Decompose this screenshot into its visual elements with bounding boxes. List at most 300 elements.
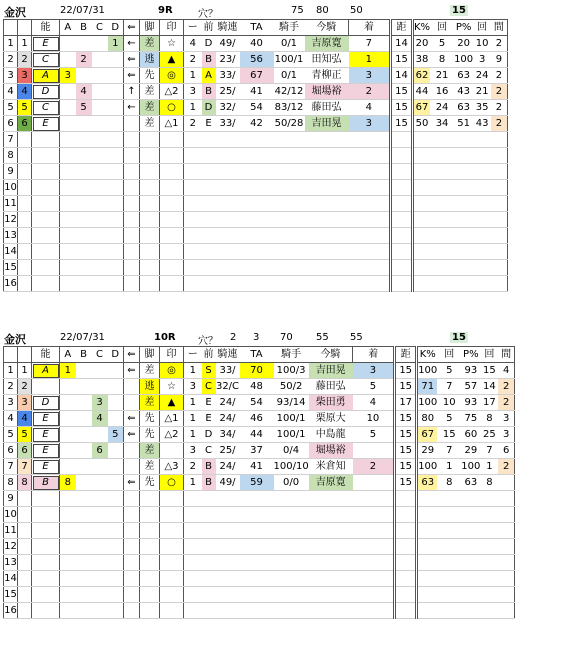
column-header: 脚 bbox=[140, 347, 160, 363]
empty-cell bbox=[274, 491, 309, 507]
rank-number: 2 bbox=[184, 116, 202, 132]
p-percent: 57 bbox=[461, 379, 480, 395]
col-c bbox=[92, 459, 108, 475]
running-style: 差 bbox=[140, 36, 160, 52]
ta-value: 48 bbox=[240, 379, 274, 395]
finish-position: 10 bbox=[353, 411, 395, 427]
empty-cell bbox=[92, 164, 108, 180]
gate-number: 3 bbox=[18, 68, 32, 84]
empty-cell bbox=[240, 587, 274, 603]
count-2: 10 bbox=[473, 36, 491, 52]
empty-cell bbox=[92, 132, 108, 148]
col-a bbox=[60, 443, 76, 459]
row-number: 4 bbox=[4, 411, 18, 427]
count-2: 1 bbox=[480, 459, 498, 475]
empty-cell bbox=[32, 571, 60, 587]
empty-cell bbox=[32, 539, 60, 555]
empty-cell bbox=[108, 196, 124, 212]
empty-cell bbox=[202, 491, 216, 507]
arrow-indicator: ← bbox=[124, 36, 140, 52]
empty-cell bbox=[274, 244, 305, 260]
front-grade: B bbox=[202, 84, 216, 100]
empty-cell bbox=[108, 212, 124, 228]
empty-cell bbox=[216, 148, 240, 164]
table-row bbox=[4, 459, 515, 475]
row-number: 7 bbox=[4, 459, 18, 475]
empty-cell bbox=[76, 196, 92, 212]
count-2: 35 bbox=[473, 100, 491, 116]
p-percent: 63 bbox=[454, 68, 473, 84]
front-grade: B bbox=[202, 52, 216, 68]
finish-position bbox=[353, 443, 395, 459]
empty-cell bbox=[216, 571, 240, 587]
empty-cell bbox=[216, 523, 240, 539]
column-header: ー bbox=[184, 20, 202, 36]
column-header: 前 bbox=[202, 20, 216, 36]
header-blank bbox=[18, 347, 32, 363]
count-1: 8 bbox=[430, 52, 454, 68]
empty-cell bbox=[349, 196, 391, 212]
empty-cell bbox=[202, 523, 216, 539]
row-number: 13 bbox=[4, 228, 18, 244]
empty-cell bbox=[413, 212, 431, 228]
count-2: 21 bbox=[473, 84, 491, 100]
empty-cell bbox=[140, 571, 160, 587]
interval: 9 bbox=[491, 52, 507, 68]
interval: 2 bbox=[491, 84, 507, 100]
ability-grade-cell bbox=[32, 443, 60, 459]
empty-cell bbox=[309, 603, 353, 619]
empty-cell bbox=[498, 571, 514, 587]
jockey-combo: 49/ bbox=[216, 475, 240, 491]
empty-cell bbox=[60, 244, 76, 260]
row-number: 5 bbox=[4, 100, 18, 116]
table-row bbox=[4, 212, 508, 228]
empty-cell bbox=[349, 260, 391, 276]
empty-cell bbox=[309, 523, 353, 539]
interval bbox=[498, 475, 514, 491]
current-jockey: 米倉知 bbox=[309, 459, 353, 475]
empty-cell bbox=[480, 523, 498, 539]
ability-grade-cell bbox=[32, 379, 60, 395]
empty-cell bbox=[216, 132, 240, 148]
column-header: 印 bbox=[160, 20, 184, 36]
col-d bbox=[108, 443, 124, 459]
empty-cell bbox=[202, 587, 216, 603]
jockey-record: 100/10 bbox=[274, 459, 309, 475]
front-grade: B bbox=[202, 475, 216, 491]
empty-cell bbox=[491, 196, 507, 212]
k-percent: 44 bbox=[413, 84, 431, 100]
empty-cell bbox=[430, 244, 454, 260]
col-d bbox=[108, 52, 124, 68]
ability-grade: E bbox=[33, 37, 59, 51]
empty-cell bbox=[430, 148, 454, 164]
interval: 2 bbox=[498, 459, 514, 475]
row-number: 11 bbox=[4, 523, 18, 539]
column-header: C bbox=[92, 20, 108, 36]
empty-cell bbox=[32, 244, 60, 260]
distance: 15 bbox=[395, 411, 417, 427]
count-1: 5 bbox=[437, 411, 461, 427]
empty-cell bbox=[491, 212, 507, 228]
count-2: 8 bbox=[480, 475, 498, 491]
row-number: 12 bbox=[4, 212, 18, 228]
col-b bbox=[76, 395, 92, 411]
empty-cell bbox=[430, 212, 454, 228]
distance: 15 bbox=[395, 443, 417, 459]
p-percent: 60 bbox=[461, 427, 480, 443]
empty-cell bbox=[473, 244, 491, 260]
jockey-record: 0/0 bbox=[274, 475, 309, 491]
empty-cell bbox=[184, 523, 202, 539]
p-percent: 20 bbox=[454, 36, 473, 52]
empty-cell bbox=[202, 132, 216, 148]
k-percent: 80 bbox=[417, 411, 438, 427]
empty-cell bbox=[391, 132, 413, 148]
empty-cell bbox=[92, 276, 108, 292]
finish-position: 2 bbox=[349, 84, 391, 100]
empty-cell bbox=[202, 603, 216, 619]
jockey-record: 100/1 bbox=[274, 427, 309, 443]
count-1: 8 bbox=[437, 475, 461, 491]
empty-cell bbox=[216, 180, 240, 196]
ability-grade-cell bbox=[32, 411, 60, 427]
row-number: 16 bbox=[4, 603, 18, 619]
col-a bbox=[60, 411, 76, 427]
empty-cell bbox=[240, 148, 274, 164]
empty-cell bbox=[124, 164, 140, 180]
ability-grade: C bbox=[33, 53, 59, 67]
gate-number bbox=[18, 164, 32, 180]
gate-number: 8 bbox=[18, 475, 32, 491]
jockey-combo: 25/ bbox=[216, 84, 240, 100]
col-c: 4 bbox=[92, 411, 108, 427]
empty-cell bbox=[349, 148, 391, 164]
prediction-mark: ☆ bbox=[160, 379, 184, 395]
prediction-mark: ○ bbox=[160, 100, 184, 116]
ta-value: 41 bbox=[240, 84, 274, 100]
table-row bbox=[4, 148, 508, 164]
empty-cell bbox=[108, 244, 124, 260]
column-header: P% bbox=[454, 20, 473, 36]
empty-cell bbox=[108, 148, 124, 164]
gate-number bbox=[18, 260, 32, 276]
empty-cell bbox=[140, 196, 160, 212]
empty-cell bbox=[60, 228, 76, 244]
empty-cell bbox=[417, 539, 438, 555]
rank-number: 2 bbox=[184, 52, 202, 68]
col-d bbox=[108, 116, 124, 132]
empty-cell bbox=[274, 180, 305, 196]
empty-cell bbox=[454, 212, 473, 228]
empty-cell bbox=[92, 212, 108, 228]
distance: 15 bbox=[395, 459, 417, 475]
current-jockey: 吉田晃 bbox=[305, 116, 349, 132]
table-row bbox=[4, 260, 508, 276]
current-jockey: 田知弘 bbox=[305, 52, 349, 68]
col-b bbox=[76, 68, 92, 84]
empty-cell bbox=[305, 196, 349, 212]
empty-cell bbox=[274, 276, 305, 292]
empty-cell bbox=[480, 491, 498, 507]
jockey-combo: 32/ bbox=[216, 100, 240, 116]
empty-cell bbox=[160, 228, 184, 244]
front-grade: S bbox=[202, 363, 216, 379]
col-num-3: 55 bbox=[350, 332, 363, 343]
column-header: 距 bbox=[391, 20, 413, 36]
running-style: 差 bbox=[140, 395, 160, 411]
gate-number: 5 bbox=[18, 427, 32, 443]
empty-cell bbox=[305, 260, 349, 276]
empty-cell bbox=[140, 555, 160, 571]
col-a bbox=[60, 52, 76, 68]
col-num-3: 50 bbox=[350, 5, 363, 16]
empty-cell bbox=[32, 555, 60, 571]
row-number: 3 bbox=[4, 68, 18, 84]
empty-cell bbox=[32, 587, 60, 603]
col-a bbox=[60, 395, 76, 411]
row-number: 2 bbox=[4, 379, 18, 395]
empty-cell bbox=[461, 523, 480, 539]
empty-cell bbox=[473, 180, 491, 196]
empty-cell bbox=[274, 228, 305, 244]
table-row bbox=[4, 427, 515, 443]
jockey-record: 0/4 bbox=[274, 443, 309, 459]
jockey-record: 100/1 bbox=[274, 411, 309, 427]
table-row bbox=[4, 379, 515, 395]
front-grade: D bbox=[202, 36, 216, 52]
column-header: 騎手 bbox=[274, 20, 305, 36]
empty-cell bbox=[184, 603, 202, 619]
empty-cell bbox=[216, 260, 240, 276]
empty-cell bbox=[309, 587, 353, 603]
empty-cell bbox=[391, 260, 413, 276]
column-header: 間 bbox=[498, 347, 514, 363]
ability-grade: E bbox=[33, 428, 59, 442]
col-c bbox=[92, 68, 108, 84]
count-1: 1 bbox=[437, 459, 461, 475]
gate-number bbox=[18, 603, 32, 619]
count-1: 16 bbox=[430, 84, 454, 100]
table-row bbox=[4, 555, 515, 571]
finish-position bbox=[353, 475, 395, 491]
empty-cell bbox=[353, 491, 395, 507]
empty-cell bbox=[184, 164, 202, 180]
table-row bbox=[4, 491, 515, 507]
empty-cell bbox=[108, 132, 124, 148]
empty-cell bbox=[395, 571, 417, 587]
row-number: 3 bbox=[4, 395, 18, 411]
ta-value: 54 bbox=[240, 100, 274, 116]
empty-cell bbox=[216, 212, 240, 228]
empty-cell bbox=[124, 587, 140, 603]
empty-cell bbox=[32, 228, 60, 244]
col-c bbox=[92, 379, 108, 395]
empty-cell bbox=[202, 164, 216, 180]
race-sheet-9R bbox=[3, 2, 569, 292]
empty-cell bbox=[108, 164, 124, 180]
gate-number: 6 bbox=[18, 116, 32, 132]
jockey-record: 42/12 bbox=[274, 84, 305, 100]
column-header: 能 bbox=[32, 20, 60, 36]
empty-cell bbox=[413, 260, 431, 276]
interval: 2 bbox=[491, 36, 507, 52]
prediction-mark: ▲ bbox=[160, 395, 184, 411]
p-percent: 75 bbox=[461, 411, 480, 427]
table-row bbox=[4, 523, 515, 539]
empty-cell bbox=[184, 180, 202, 196]
count-1: 10 bbox=[437, 395, 461, 411]
empty-cell bbox=[349, 212, 391, 228]
table-row bbox=[4, 443, 515, 459]
finish-position: 3 bbox=[353, 363, 395, 379]
race-sheet-10R bbox=[3, 329, 569, 619]
jockey-record: 50/28 bbox=[274, 116, 305, 132]
empty-cell bbox=[417, 603, 438, 619]
table-row bbox=[4, 228, 508, 244]
empty-cell bbox=[160, 587, 184, 603]
empty-cell bbox=[305, 244, 349, 260]
col-c bbox=[92, 363, 108, 379]
column-header: 着 bbox=[349, 20, 391, 36]
finish-position: 7 bbox=[349, 36, 391, 52]
col-b bbox=[76, 411, 92, 427]
table-row bbox=[4, 84, 508, 100]
col-a bbox=[60, 116, 76, 132]
jockey-record: 100/1 bbox=[274, 52, 305, 68]
ability-grade: D bbox=[33, 396, 59, 410]
empty-cell bbox=[160, 571, 184, 587]
empty-cell bbox=[76, 523, 92, 539]
empty-cell bbox=[124, 523, 140, 539]
column-header: 印 bbox=[160, 347, 184, 363]
empty-cell bbox=[274, 260, 305, 276]
empty-cell bbox=[240, 228, 274, 244]
empty-cell bbox=[32, 603, 60, 619]
prediction-mark: △3 bbox=[160, 459, 184, 475]
rank-number: 3 bbox=[184, 84, 202, 100]
empty-cell bbox=[240, 196, 274, 212]
empty-cell bbox=[60, 212, 76, 228]
interval: 3 bbox=[498, 427, 514, 443]
empty-cell bbox=[473, 276, 491, 292]
front-grade: D bbox=[202, 427, 216, 443]
distance: 15 bbox=[395, 427, 417, 443]
distance: 14 bbox=[391, 68, 413, 84]
header-blank bbox=[4, 20, 18, 36]
count-2: 15 bbox=[480, 363, 498, 379]
gate-number bbox=[18, 244, 32, 260]
empty-cell bbox=[437, 555, 461, 571]
column-header: TA bbox=[240, 347, 274, 363]
current-jockey: 中島龍 bbox=[309, 427, 353, 443]
empty-cell bbox=[305, 212, 349, 228]
gate-number: 1 bbox=[18, 36, 32, 52]
running-style: 差 bbox=[140, 459, 160, 475]
current-jockey: 栗原大 bbox=[309, 411, 353, 427]
empty-cell bbox=[353, 571, 395, 587]
front-grade: B bbox=[202, 459, 216, 475]
column-header: D bbox=[108, 347, 124, 363]
jockey-combo: 33/ bbox=[216, 363, 240, 379]
column-header: ⇐ bbox=[124, 20, 140, 36]
empty-cell bbox=[395, 491, 417, 507]
empty-cell bbox=[60, 523, 76, 539]
empty-cell bbox=[76, 148, 92, 164]
empty-cell bbox=[202, 539, 216, 555]
col-c bbox=[92, 84, 108, 100]
empty-cell bbox=[60, 260, 76, 276]
empty-cell bbox=[216, 603, 240, 619]
empty-cell bbox=[274, 571, 309, 587]
empty-cell bbox=[274, 148, 305, 164]
empty-cell bbox=[454, 164, 473, 180]
gate-number: 2 bbox=[18, 379, 32, 395]
entries-table bbox=[3, 346, 515, 619]
table-row bbox=[4, 571, 515, 587]
empty-cell bbox=[184, 196, 202, 212]
count-2: 3 bbox=[473, 52, 491, 68]
p-percent: 93 bbox=[461, 395, 480, 411]
empty-cell bbox=[454, 148, 473, 164]
row-number: 16 bbox=[4, 276, 18, 292]
row-number: 9 bbox=[4, 164, 18, 180]
ability-grade-cell bbox=[32, 475, 60, 491]
front-grade: E bbox=[202, 116, 216, 132]
front-grade: E bbox=[202, 411, 216, 427]
empty-cell bbox=[92, 244, 108, 260]
empty-cell bbox=[240, 507, 274, 523]
empty-cell bbox=[498, 539, 514, 555]
prediction-mark: △1 bbox=[160, 116, 184, 132]
jockey-combo: 32/C bbox=[216, 379, 240, 395]
empty-cell bbox=[160, 260, 184, 276]
empty-cell bbox=[124, 244, 140, 260]
col-d bbox=[108, 363, 124, 379]
empty-cell bbox=[184, 148, 202, 164]
empty-cell bbox=[473, 228, 491, 244]
column-header: 騎連 bbox=[216, 347, 240, 363]
empty-cell bbox=[305, 164, 349, 180]
empty-cell bbox=[395, 523, 417, 539]
arrow-indicator bbox=[124, 443, 140, 459]
empty-cell bbox=[413, 148, 431, 164]
empty-cell bbox=[454, 228, 473, 244]
table-row bbox=[4, 116, 508, 132]
interval: 2 bbox=[498, 395, 514, 411]
arrow-indicator: ↑ bbox=[124, 84, 140, 100]
empty-cell bbox=[108, 491, 124, 507]
empty-cell bbox=[60, 196, 76, 212]
row-number: 1 bbox=[4, 36, 18, 52]
empty-cell bbox=[184, 260, 202, 276]
col-a: 8 bbox=[60, 475, 76, 491]
empty-cell bbox=[391, 196, 413, 212]
col-b: 2 bbox=[76, 52, 92, 68]
empty-cell bbox=[274, 603, 309, 619]
prediction-mark: △1 bbox=[160, 411, 184, 427]
empty-cell bbox=[461, 571, 480, 587]
empty-cell bbox=[124, 180, 140, 196]
empty-cell bbox=[413, 180, 431, 196]
empty-cell bbox=[124, 571, 140, 587]
empty-cell bbox=[395, 603, 417, 619]
empty-cell bbox=[92, 587, 108, 603]
front-grade: D bbox=[202, 100, 216, 116]
empty-cell bbox=[498, 555, 514, 571]
p-percent: 100 bbox=[454, 52, 473, 68]
